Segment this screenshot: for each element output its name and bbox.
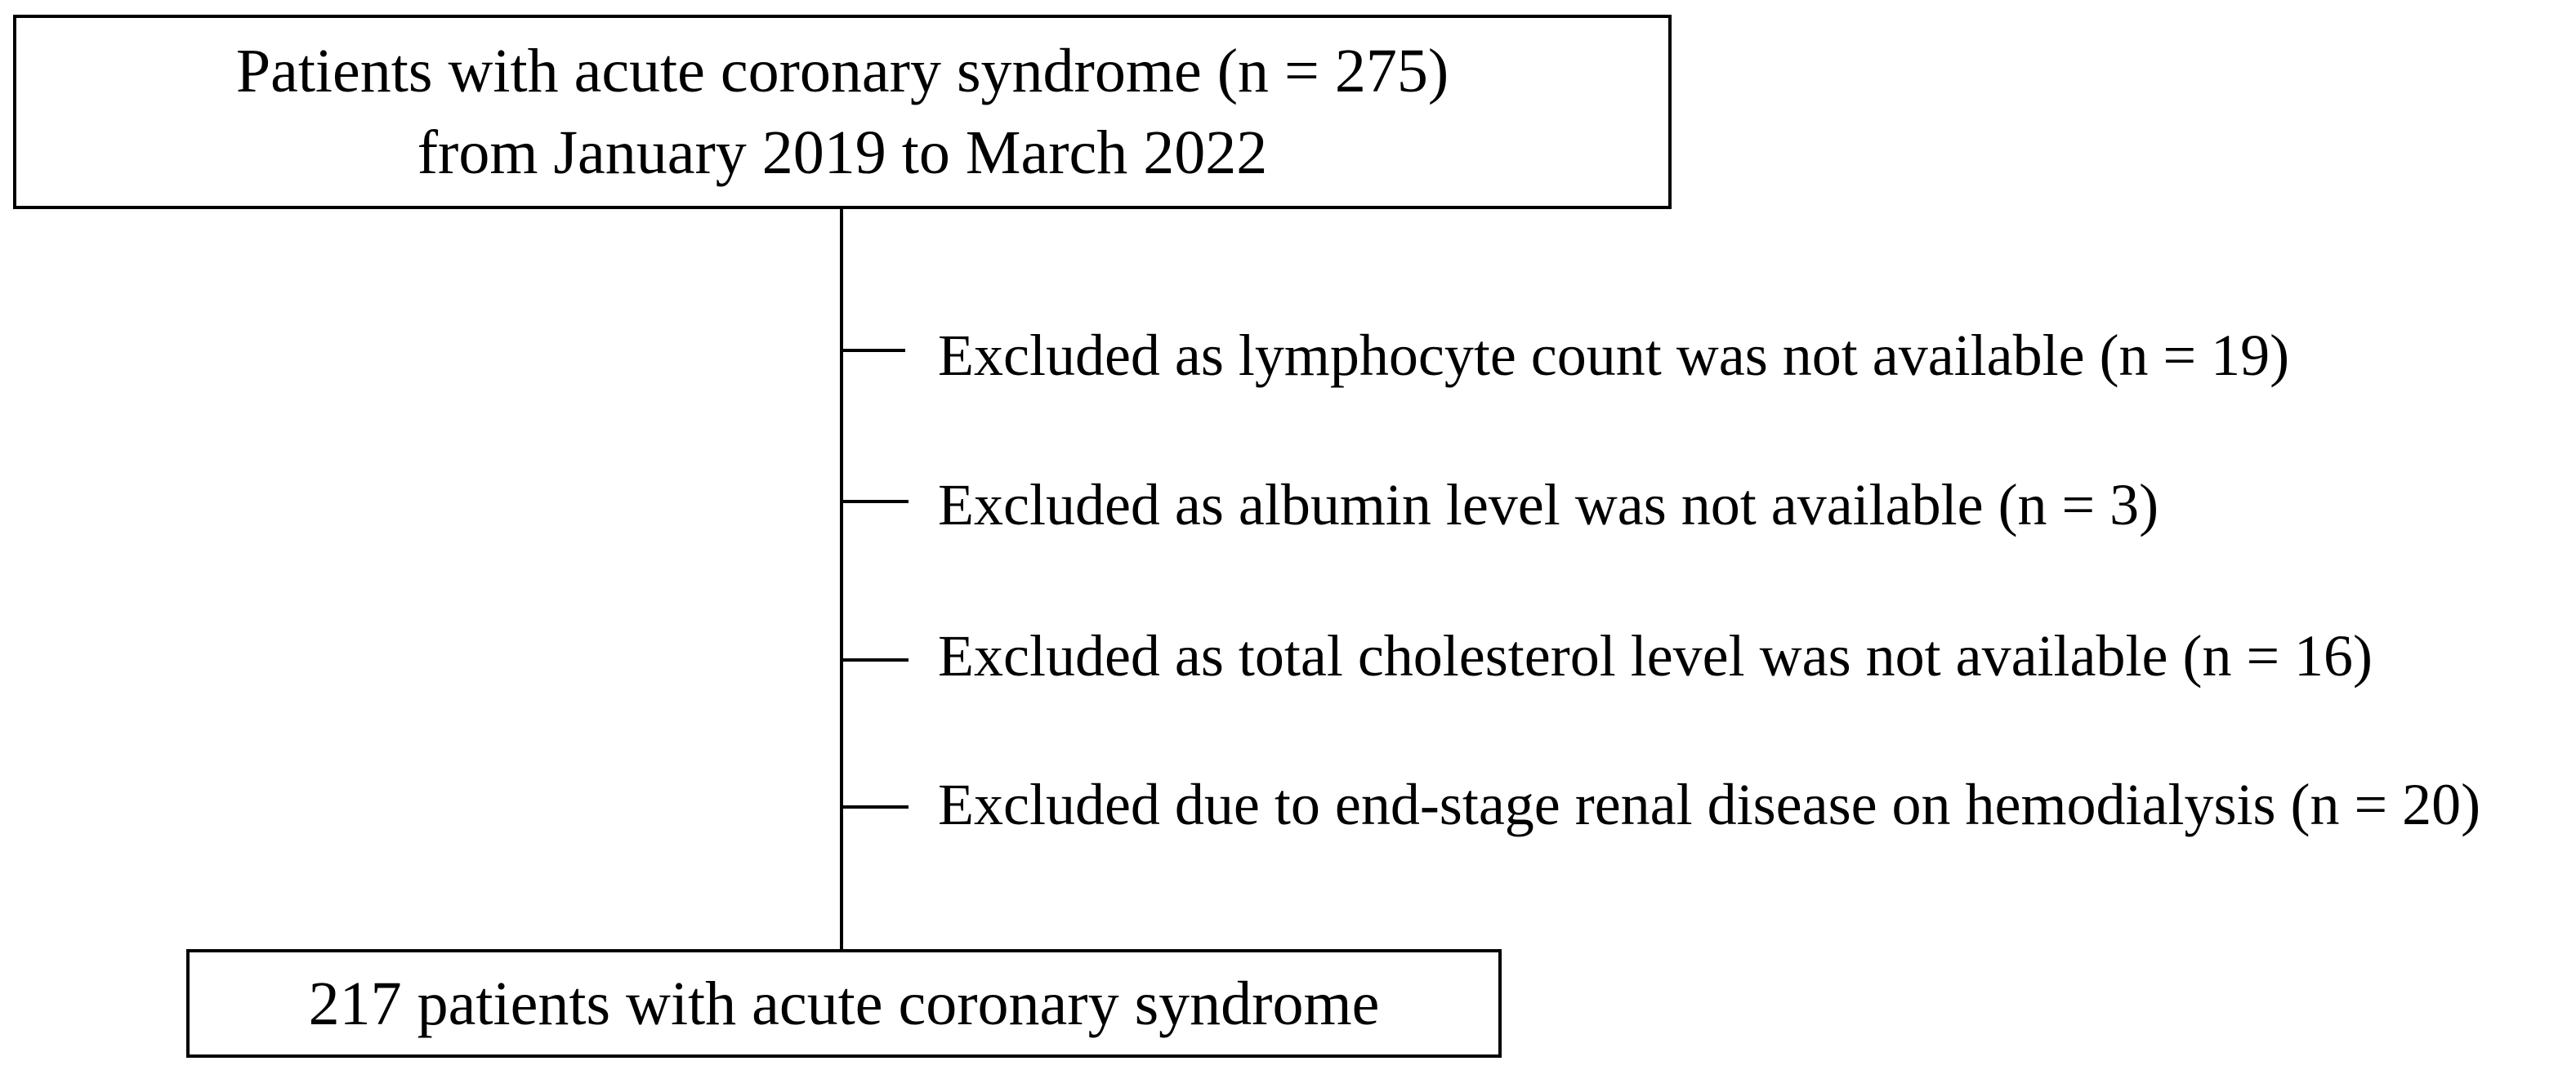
- exclusion-hemodialysis: Excluded due to end-stage renal disease on hemodialysis (n = 20): [938, 772, 2481, 837]
- final-cohort-box: [186, 949, 1502, 1058]
- exclusion-albumin: Excluded as albumin level was not available (n = 3): [938, 472, 2159, 537]
- main-flow-connector: [840, 209, 843, 949]
- initial-cohort-line-1: Patients with acute coronary syndrome (n = 275): [235, 37, 1449, 105]
- initial-cohort-box: [13, 15, 1672, 209]
- exclusion-cholesterol: Excluded as total cholesterol level was not available (n = 16): [938, 623, 2373, 689]
- exclusion-connector-4: [840, 805, 909, 809]
- exclusion-lymphocyte: Excluded as lymphocyte count was not available (n = 19): [938, 323, 2290, 388]
- final-cohort-label: 217 patients with acute coronary syndrome: [308, 969, 1380, 1038]
- exclusion-connector-3: [840, 658, 909, 662]
- exclusion-connector-1: [840, 349, 905, 352]
- initial-cohort-line-2: from January 2019 to March 2022: [417, 118, 1268, 187]
- exclusion-connector-2: [840, 500, 909, 503]
